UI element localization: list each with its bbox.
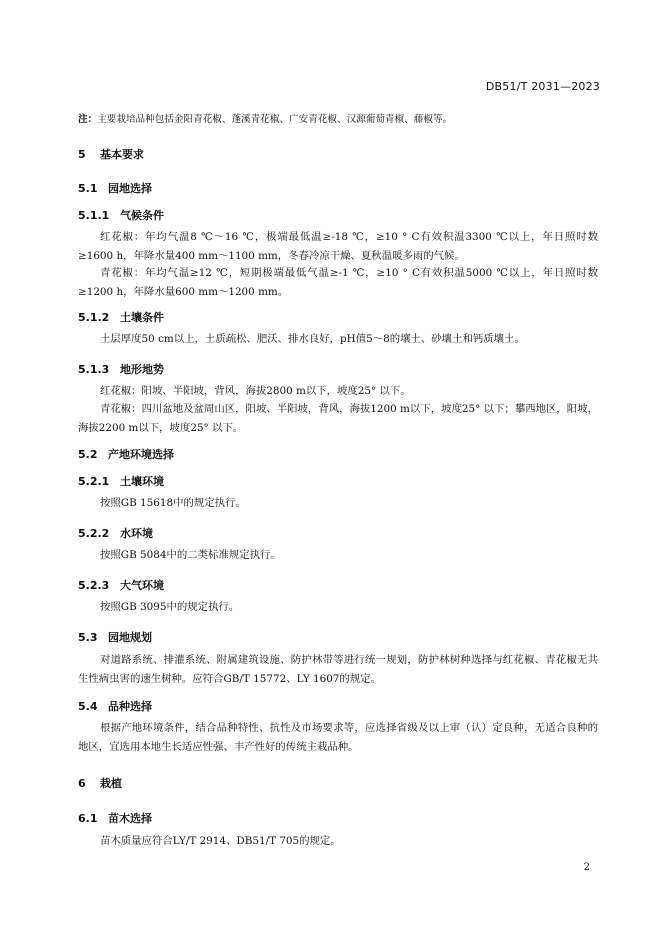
paragraph-green-pepper-terrain: 青花椒：四川盆地及盆周山区，阳坡、半阳坡，背风，海拔1200 m以下，坡度25° 以下；攀西地区，阳坡，海拔2200 m以下，坡度25° 以下。 bbox=[78, 403, 598, 434]
heading-5-1-3 bbox=[78, 361, 164, 377]
heading-number: 5.1.1 bbox=[78, 209, 110, 222]
heading-5-2-3 bbox=[78, 577, 164, 593]
heading-5-1-2 bbox=[78, 309, 164, 325]
heading-title: 栽植 bbox=[100, 777, 122, 790]
paragraph-variety-selection: 根据产地环境条件，结合品种特性、抗性及市场要求等，应选择省级及以上审（认）定良种，无适合良种的地区，宜选用本地生长适应性强、丰产性好的传统主栽品种。 bbox=[78, 722, 598, 753]
paragraph-soil-environment: 按照GB 15618中的规定执行。 bbox=[100, 497, 246, 509]
heading-5-2-1 bbox=[78, 473, 164, 489]
heading-number: 5.1.3 bbox=[78, 363, 110, 376]
note-text: 主要栽培品种包括金阳青花椒、蓬溪青花椒、广安青花椒、汉源葡萄青椒、藤椒等。 bbox=[97, 114, 453, 125]
heading-number: 5.3 bbox=[78, 631, 98, 644]
document-code: DB51/T 2031—2023 bbox=[485, 80, 600, 93]
paragraph-seedling-selection: 苗木质量应符合LY/T 2914、DB51/T 705的规定。 bbox=[100, 835, 341, 847]
heading-5 bbox=[78, 146, 144, 162]
heading-number: 5.2.3 bbox=[78, 579, 110, 592]
note bbox=[78, 111, 452, 125]
heading-number: 5.1.2 bbox=[78, 311, 110, 324]
heading-5-3 bbox=[78, 629, 152, 645]
heading-title: 水环境 bbox=[120, 527, 153, 540]
heading-title: 品种选择 bbox=[108, 700, 152, 713]
heading-title: 大气环境 bbox=[120, 579, 164, 592]
heading-title: 地形地势 bbox=[120, 363, 164, 376]
paragraph-green-pepper-climate: 青花椒：年均气温≥12 ℃，短期极端最低气温≥-1 ℃，≥10 ° C有效积温5000 ℃以上，年日照时数≥1200 h，年降水量600 mm～1200 mm。 bbox=[78, 267, 598, 298]
heading-5-2 bbox=[78, 446, 174, 462]
heading-number: 6.1 bbox=[78, 812, 98, 825]
heading-number: 5.2.2 bbox=[78, 527, 110, 540]
heading-5-1 bbox=[78, 180, 152, 196]
heading-title: 苗木选择 bbox=[108, 812, 152, 825]
heading-5-2-2 bbox=[78, 525, 153, 541]
paragraph-red-pepper-terrain: 红花椒：阳坡、半阳坡，背风，海拔2800 m以下，坡度25° 以下。 bbox=[100, 385, 411, 397]
heading-6 bbox=[78, 775, 122, 791]
heading-title: 产地环境选择 bbox=[108, 448, 174, 461]
note-label: 注： bbox=[78, 114, 98, 125]
paragraph-red-pepper-climate: 红花椒：年均气温8 ℃～16 ℃，极端最低温≥-18 ℃，≥10 ° C有效积温3300 ℃以上，年日照时数≥1600 h，年降水量400 mm～1100 mm，冬春冷凉干燥、夏秋温暖多雨的气候。 bbox=[78, 231, 598, 262]
paragraph-soil-conditions: 土层厚度50 cm以上，土质疏松、肥沃、排水良好，pH值5～8的壤土、砂壤土和钙质壤土。 bbox=[100, 333, 525, 345]
heading-6-1 bbox=[78, 810, 152, 826]
heading-title: 气候条件 bbox=[120, 209, 164, 222]
paragraph-orchard-planning: 对道路系统、排灌系统、附属建筑设施、防护林带等进行统一规划，防护林树种选择与红花椒、青花椒无共生性病虫害的速生树种。应符合GB/T 15772、LY 1607的规定。 bbox=[78, 654, 598, 685]
heading-title: 土壤条件 bbox=[120, 311, 164, 324]
page-number: 2 bbox=[583, 862, 590, 873]
heading-number: 5.1 bbox=[78, 182, 98, 195]
heading-number: 6 bbox=[78, 777, 86, 790]
heading-title: 土壤环境 bbox=[120, 475, 164, 488]
heading-number: 5 bbox=[78, 148, 86, 161]
heading-title: 基本要求 bbox=[100, 148, 144, 161]
heading-5-1-1 bbox=[78, 207, 164, 223]
paragraph-water-environment: 按照GB 5084中的二类标准规定执行。 bbox=[100, 549, 281, 561]
heading-title: 园地规划 bbox=[108, 631, 152, 644]
heading-number: 5.2 bbox=[78, 448, 98, 461]
heading-title: 园地选择 bbox=[108, 182, 152, 195]
heading-number: 5.4 bbox=[78, 700, 98, 713]
paragraph-air-environment: 按照GB 3095中的规定执行。 bbox=[100, 601, 240, 613]
heading-number: 5.2.1 bbox=[78, 475, 110, 488]
heading-5-4 bbox=[78, 698, 152, 714]
